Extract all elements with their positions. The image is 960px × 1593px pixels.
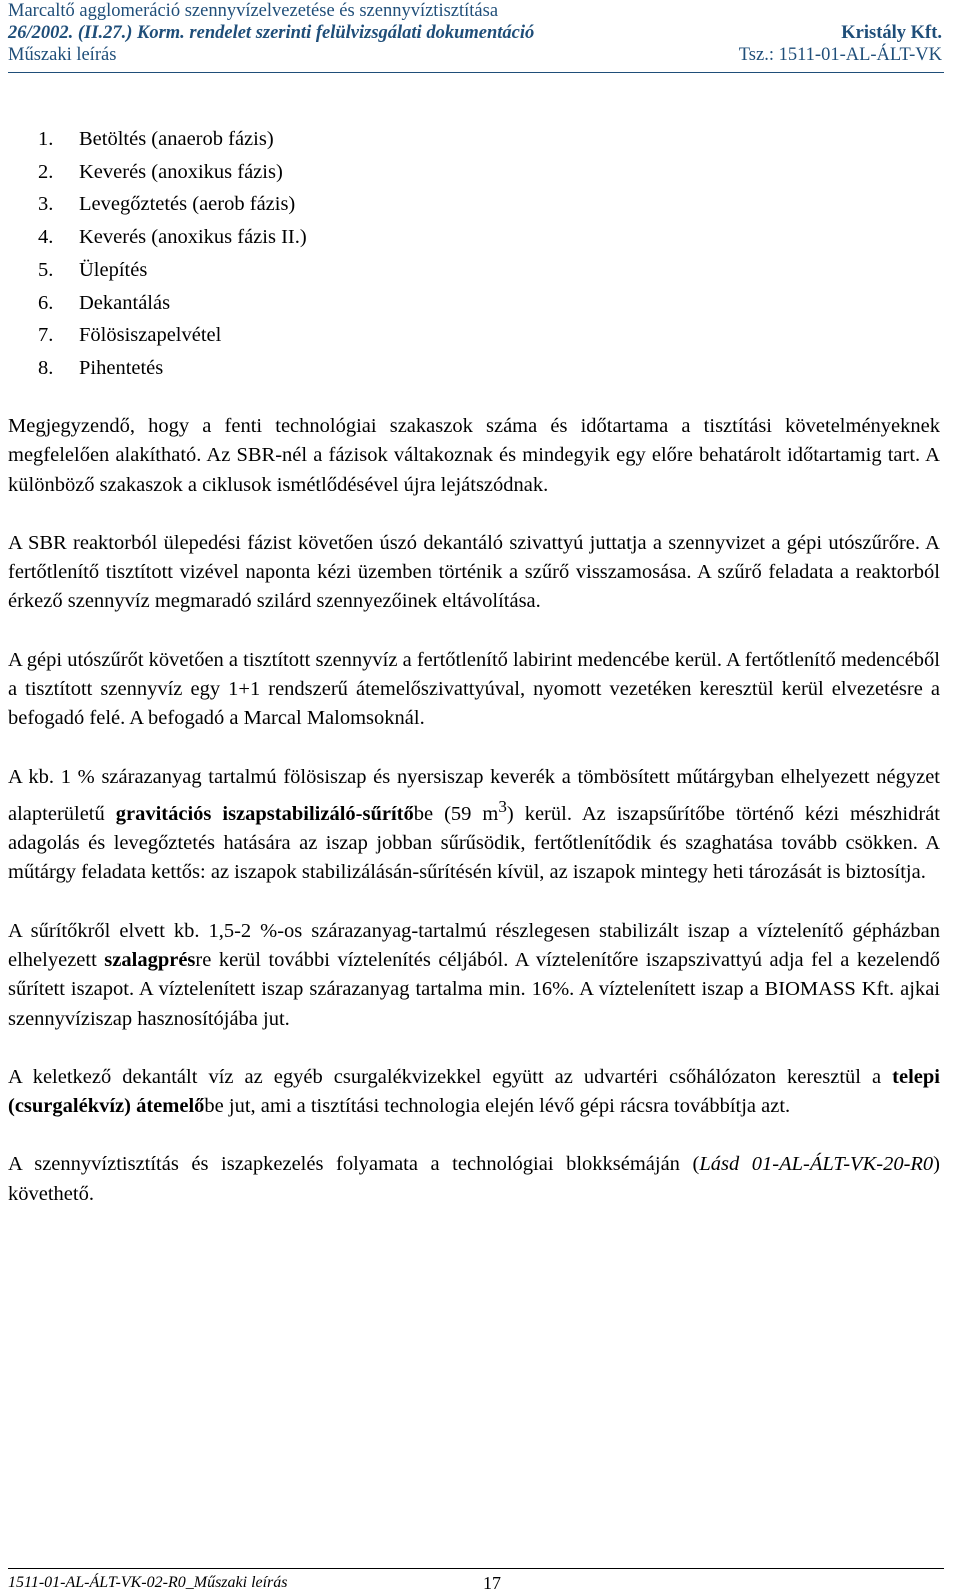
- header-divider: [8, 72, 944, 73]
- page-number: 17: [483, 1573, 501, 1593]
- bold-term: telepi (csurgalékvíz) átemelő: [8, 1065, 940, 1118]
- project-number: Tsz.: 1511-01-AL-ÁLT-VK: [738, 45, 942, 65]
- company-name: Kristály Kft.: [841, 23, 942, 43]
- bold-term: szalagprés: [104, 948, 196, 971]
- process-steps-list: [38, 123, 307, 385]
- list-item: 2. Keverés (anoxikus fázis): [38, 160, 283, 183]
- paragraph-disinfection: A gépi utószűrőt követően a tisztított szennyvíz a fertőtlenítő labirint medencébe kerül. A fertőtlenítő medencéből a tisztított szennyvíz egy 1+1 rendszerű átemelőszivattyúval, nyomott vezetéken keresztül kerül elvezetésre a befogadó felé. A befogadó a Marcal Malomsoknál.: [8, 648, 940, 730]
- list-item: 6. Dekantálás: [38, 291, 171, 314]
- paragraph-drainage-pump: A keletkező dekantált víz az egyéb csurgalékvizekkel együtt az udvartéri csőhálózaton keresztül a telepi (csurgalékvíz) átemelőbe jut, ami a tisztítási technologia elején lévő gépi rácsra továbbítja azt.: [8, 1065, 940, 1118]
- header-line-1: [8, 0, 942, 22]
- document-type: Műszaki leírás: [8, 45, 117, 65]
- list-item: 7. Fölösiszapelvétel: [38, 324, 222, 347]
- drawing-reference: Lásd 01-AL-ÁLT-VK-20-R0: [699, 1153, 934, 1176]
- project-title: Marcaltő agglomeráció szennyvízelvezetése és szennyvíztisztítása: [8, 1, 499, 21]
- paragraph-decanting: A SBR reaktorból ülepedési fázist követően úszó dekantáló szivattyú juttatja a szennyvizet a gépi utószűrőre. A fertőtlenítő tisztított vizével naponta kézi üzemben történik a szűrő visszamosása. A szűrő feladata a reaktorból érkező szennyvíz megmaradó szilárd szennyezőinek eltávolítása.: [8, 531, 940, 613]
- list-item: 3. Levegőztetés (aerob fázis): [38, 193, 296, 216]
- header-line-2: [8, 22, 942, 44]
- paragraph-phases: Megjegyzendő, hogy a fenti technológiai szakaszok száma és időtartama a tisztítási követelményeknek megfelelően alakítható. Az SBR-nél a fázisok váltakoznak és mindegyik egy előre behatárolt időtartamig tart. A különböző szakaszok a ciklusok ismétlődésével újra lejátszódnak.: [8, 415, 940, 496]
- list-item: 1. Betöltés (anaerob fázis): [38, 128, 274, 150]
- list-item: 5. Ülepítés: [38, 258, 148, 281]
- header-line-3: [8, 44, 942, 66]
- document-subtitle: 26/2002. (II.27.) Korm. rendelet szerinti felülvizsgálati dokumentáció: [8, 23, 535, 43]
- bold-term: gravitációs iszapstabilizáló-sűrítő: [115, 802, 414, 825]
- list-item: 8. Pihentetés: [38, 356, 164, 379]
- footer-document-name: 1511-01-AL-ÁLT-VK-02-R0_Műszaki leírás: [8, 1574, 288, 1591]
- paragraph-block-diagram-reference: A szennyvíztisztítás és iszapkezelés folyamata a technológiai blokksémáján (Lásd 01-AL-ÁLT-VK-20-R0) követhető.: [8, 1153, 940, 1205]
- paragraph-sludge-thickener: A kb. 1 % szárazanyag tartalmú fölösiszap és nyersiszap keverék a tömbösített műtárgyban elhelyezett négyzet alapterületű gravitációs iszapstabilizáló-sűrítőbe (59 $m^3$) kerül. Az iszapsűrítőbe történő kézi mészhidrát adagolás és levegőztetés hatására az iszap jobban sűrűsödik, fertőtlenítődik és szaghatása tovább csökken. A műtárgy feladata kettős: az iszapok stabilizálásán-sűrítésén kívül, az iszapok mintegy heti tározását is biztosítja.: [8, 765, 940, 884]
- footer-divider: [8, 1568, 944, 1569]
- superscript: 3: [498, 796, 507, 816]
- body-text: [8, 412, 940, 1209]
- paragraph-belt-press: A sűrítőkről elvett kb. 1,5-2 %-os szárazanyag-tartalmú részlegesen stabilizált iszap a víztelenítő gépházban elhelyezett szalagprésre kerül további víztelenítés céljából. A víztelenítőre iszapszivattyú adja fel a kezelendő sűrített iszapot. A víztelenített iszap szárazanyag tartalma min. 16%. A víztelenített iszap a BIOMASS Kft. ajkai szennyvíziszap hasznosítójába jut.: [8, 919, 940, 1030]
- list-item: 4. Keverés (anoxikus fázis II.): [38, 226, 307, 249]
- page-header: [8, 0, 942, 66]
